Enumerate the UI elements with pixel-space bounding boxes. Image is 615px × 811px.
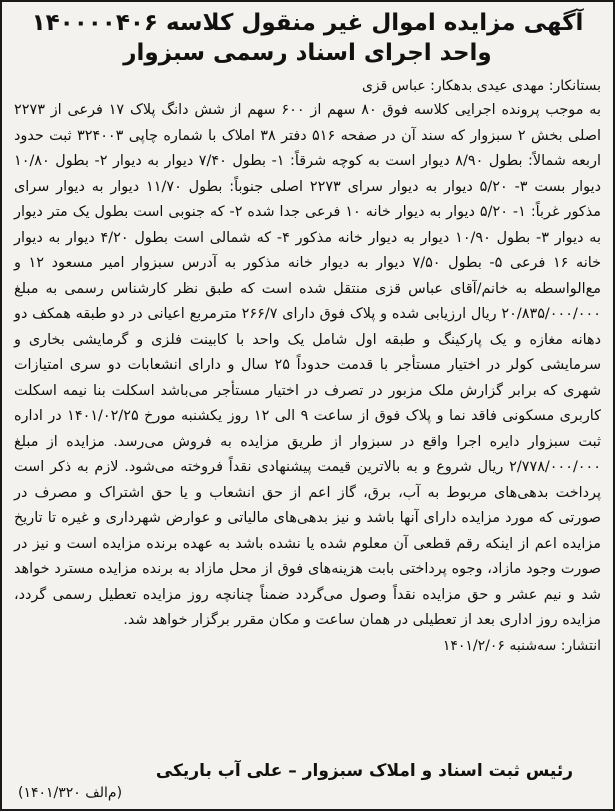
creditor-debtor-line: بستانکار: مهدی عیدی بدهکار: عباس قزی xyxy=(361,78,601,94)
signature-line: رئیس ثبت اسناد و املاک سبزوار – علی آب باریکی xyxy=(155,761,573,781)
notice-subtitle: واحد اجرای اسناد رسمی سبزوار xyxy=(123,40,492,66)
publication-date: انتشار: سه‌شنبه ۱۴۰۱/۲/۰۶ xyxy=(442,637,601,654)
notice-body: به موجب پرونده اجرایی کلاسه فوق ۸۰ سهم از ۶۰۰ سهم از شش دانگ پلاک ۱۷ فرعی از ۲۲۷۳ اصلی بخش ۲ سبزوار که سند آن در صفحه ۵۱۶ دفتر ۳۸ املاک با شماره چاپی ۳۲۴۰۰۳ ثبت حدود اربعه شمالاً: بطول ۸/۹۰ دیوار است به کوچه شرقاً: ۱- بطول ۷/۴۰ دیوار به دیوار ۲- بطول ۱۰/۸۰ دیوار بست ۳- ۵/۲۰ دیوار به دیوار سرای ۲۲۷۳ اصلی جنوباً: بطول ۱۱/۷۰ دیوار به دیوار سرای مذکور غرباً: ۱- ۵/۲۰ دیوار به دیوار خانه ۱۰ فرعی جدا شده ۲- که جنوبی است بطول یک متر دیوار به دیوار ۳- بطول ۱۰/۹۰ دیوار به دیوار خانه مذکور ۴- که شمالی است بطول ۴/۲۰ دیوار به دیوار خانه ۱۶ فرعی ۵- بطول ۷/۵۰ دیوار به دیوار خانه مذکور به آدرس سبزوار امیر مسعود ۱۲ و مع‌الواسطه به خانم/آقای عباس قزی منتقل شده است که طبق نظر کارشناس رسمی به مبلغ ۲۰/۸۳۵/۰۰۰/۰۰۰ ریال ارزیابی شده و پلاک فوق دارای ۲۶۶/۷ مترمربع اعیانی در دو طبقه همکف دو دهانه مغازه و یک پارکینگ و طبقه اول شامل یک واحد با کابینت فلزی و گرمایشی بخاری و سرمایشی کولر در اختیار مستأجر با قدمت حدوداً ۲۵ سال و دارای انشعابات دو سری امتیازات شهری که برابر گزارش ملک مزبور در تصرف در اختیار مستأجر می‌باشد اسکلت بنا نیمه اسکلت کاربری مسکونی فاقد نما و پلاک فوق از ساعت ۹ الی ۱۲ روز یکشنبه مورخ ۱۴۰۱/۰۲/۲۵ در اداره ثبت سبزوار دایره اجرا واقع در سبزوار از طریق مزایده به فروش می‌رسد. مزایده از مبلغ ۲/۷۷۸/۰۰۰/۰۰۰ ریال شروع و به بالاترین قیمت پیشنهادی نقداً فروخته می‌شود. لازم به ذکر است پرداخت بدهی‌های مربوط به آب، برق، گاز اعم از حق انشعاب و یا حق اشتراک و مصرف در صورتی که مورد مزایده دارای آنها باشد و نیز بدهی‌های مالیاتی و عوارض شهرداری و غیره تا تاریخ مزایده اعم از اینکه رقم قطعی آن معلوم شده یا نشده باشد به عهده برنده مزایده است و نیز در صورت وجود مازاد، وجوه پرداختی بابت هزینه‌های فوق از محل مازاد به برنده مزایده مسترد خواهد شد و نیم عشر و حق مزایده نقداً وصول می‌گردد ضمناً چنانچه روز مزایده تعطیل رسمی گردد، مزایده روز اداری بعد از تعطیلی در همان ساعت و مکان مقرر برگزار خواهد شد. xyxy=(14,102,602,628)
notice-title: آگهی مزایده اموال غیر منقول کلاسه ۱۴۰۰۰۰۴۰۶ xyxy=(31,10,584,36)
reference-number: (م‌الف ۱۴۰۱/۳۲۰) xyxy=(18,785,123,801)
